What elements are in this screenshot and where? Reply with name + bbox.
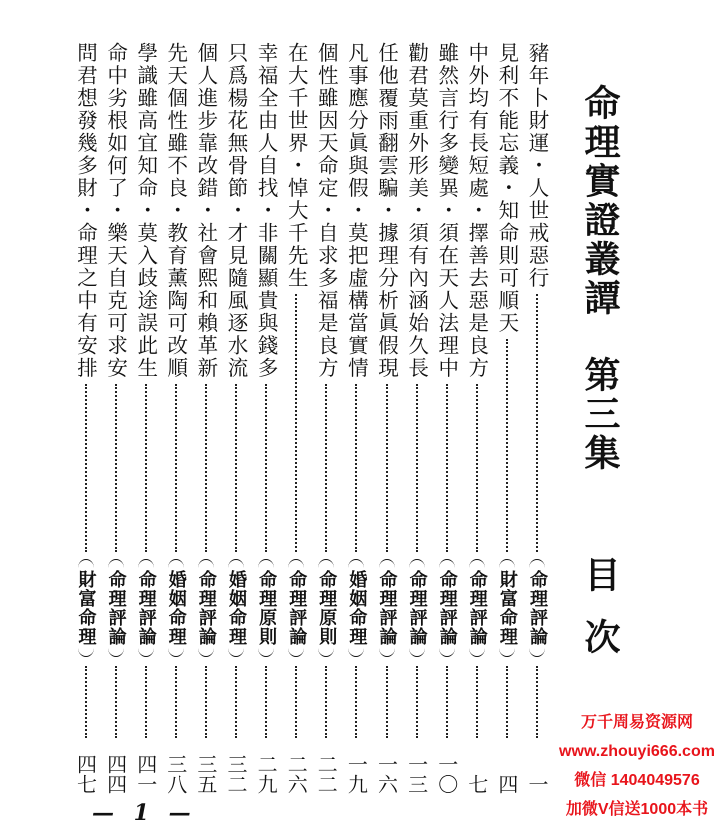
book-title: 命理實證叢譚 xyxy=(579,84,621,318)
close-paren xyxy=(228,648,244,657)
dot-leader xyxy=(115,666,117,738)
contents-label: 目次 xyxy=(579,556,621,680)
entry-category: 命理評論 xyxy=(105,570,127,646)
toc-entry[interactable] xyxy=(343,42,369,794)
open-paren xyxy=(138,559,154,568)
entry-page-number: 七 xyxy=(464,774,489,794)
toc-entry[interactable] xyxy=(404,42,430,794)
entry-page xyxy=(73,744,99,794)
watermark-line: 微信 1404049576 xyxy=(574,772,700,789)
watermark-line: 万千周易资源网 xyxy=(580,714,693,731)
entry-page-number: 一〇 xyxy=(434,754,459,794)
dot-leader xyxy=(85,666,87,738)
entry-page-number: 四 xyxy=(494,774,519,794)
toc-entry[interactable] xyxy=(193,42,219,794)
entry-page-number: 二二 xyxy=(314,754,339,794)
entry-category: 婚姻命理 xyxy=(165,570,187,646)
dot-leader xyxy=(355,384,357,553)
entry-title: 見利不能忘義・知命則可順天 xyxy=(494,42,519,335)
entry-page-number: 一 xyxy=(525,774,549,794)
entry-page-number: 三八 xyxy=(163,754,188,794)
entry-title: 個人進步靠改錯・社會熙和賴革新 xyxy=(193,42,218,380)
entry-category: 婚姻命理 xyxy=(226,570,247,646)
dot-leader xyxy=(85,384,87,553)
dot-leader xyxy=(115,384,117,553)
entry-page xyxy=(404,744,430,794)
entry-title: 問君想發幾多財・命理之中有安排 xyxy=(73,42,98,380)
close-paren xyxy=(379,648,395,657)
entry-title: 只爲楊花無骨節・才見隨風逐水流 xyxy=(224,42,248,380)
close-paren xyxy=(168,648,184,657)
entry-title: 任他覆雨翻雲騙・據理分析眞假現 xyxy=(374,42,399,380)
close-paren xyxy=(529,648,545,657)
toc-entry[interactable] xyxy=(223,42,249,794)
dot-leader xyxy=(416,384,418,553)
close-paren xyxy=(78,648,94,657)
dot-leader xyxy=(145,384,147,553)
entry-page xyxy=(464,744,490,794)
toc-entry[interactable] xyxy=(524,42,550,794)
entry-page-number: 二六 xyxy=(284,754,309,794)
toc-entry[interactable] xyxy=(434,42,460,794)
entry-page xyxy=(283,744,309,794)
dot-leader xyxy=(265,666,267,738)
dot-leader xyxy=(536,294,538,553)
entry-page xyxy=(133,744,159,794)
entry-page xyxy=(193,744,219,794)
open-paren xyxy=(499,559,515,568)
entry-category: 命理評論 xyxy=(466,570,488,646)
dot-leader xyxy=(235,384,237,553)
entry-page xyxy=(494,744,520,794)
open-paren xyxy=(78,559,94,568)
close-paren xyxy=(108,648,124,657)
dot-leader xyxy=(205,384,207,553)
close-paren xyxy=(198,648,214,657)
entry-page-number: 四一 xyxy=(133,754,158,794)
open-paren xyxy=(469,559,485,568)
volume-label: 第三集 xyxy=(579,356,621,473)
dot-leader xyxy=(145,666,147,738)
dot-leader xyxy=(355,666,357,738)
open-paren xyxy=(379,559,395,568)
toc-entry[interactable] xyxy=(103,42,129,794)
open-paren xyxy=(198,559,214,568)
entry-category: 財富命理 xyxy=(496,570,518,646)
open-paren xyxy=(318,559,334,568)
dot-leader xyxy=(235,666,237,738)
entry-category: 命理原則 xyxy=(316,570,338,646)
entry-title: 先天個性雖不良・教育薰陶可改順 xyxy=(163,42,188,380)
entry-page-number: 四四 xyxy=(103,754,128,794)
entry-page-number: 一九 xyxy=(344,754,369,794)
dot-leader xyxy=(476,666,478,738)
entry-category: 命理評論 xyxy=(406,570,428,646)
open-paren xyxy=(348,559,364,568)
entry-title: 在大千世界・悼大千先生 xyxy=(284,42,309,290)
entry-category: 命理評論 xyxy=(135,570,157,646)
entry-page xyxy=(374,744,400,794)
dot-leader xyxy=(386,666,388,738)
dot-leader xyxy=(265,384,267,553)
open-paren xyxy=(409,559,425,568)
entry-category: 命理評論 xyxy=(286,570,308,646)
dot-leader xyxy=(446,666,448,738)
entry-page-number: 三二 xyxy=(224,754,248,794)
entry-page xyxy=(223,744,249,794)
entry-page xyxy=(524,744,550,794)
toc-entry[interactable] xyxy=(374,42,400,794)
toc-entry[interactable] xyxy=(313,42,339,794)
open-paren xyxy=(439,559,455,568)
entry-title: 豬年卜財運・人世戒惡行 xyxy=(525,42,549,290)
entry-title: 命中劣根如何了・樂天自克可求安 xyxy=(103,42,128,380)
entry-page-number: 二九 xyxy=(254,754,279,794)
open-paren xyxy=(228,559,244,568)
dot-leader xyxy=(325,384,327,553)
dot-leader xyxy=(446,384,448,553)
entry-category: 命理評論 xyxy=(436,570,458,646)
dot-leader xyxy=(295,294,297,553)
open-paren xyxy=(529,559,545,568)
entry-title: 中外均有長短處・擇善去惡是良方 xyxy=(464,42,489,380)
entry-page-number: 一三 xyxy=(404,754,429,794)
entry-category: 命理原則 xyxy=(256,570,278,646)
entry-title: 學識雖高宜知命・莫入歧途誤此生 xyxy=(133,42,158,380)
open-paren xyxy=(168,559,184,568)
dot-leader xyxy=(325,666,327,738)
watermark-line: www.zhouyi666.com xyxy=(559,743,715,760)
toc-entry[interactable] xyxy=(133,42,159,794)
close-paren xyxy=(258,648,274,657)
open-paren xyxy=(258,559,274,568)
dot-leader xyxy=(386,384,388,553)
entry-title: 凡事應分眞與假・莫把虛構當實情 xyxy=(344,42,369,380)
toc-entry[interactable] xyxy=(464,42,490,794)
close-paren xyxy=(499,648,515,657)
entry-category: 婚姻命理 xyxy=(346,570,368,646)
dot-leader xyxy=(175,384,177,553)
dot-leader xyxy=(506,666,508,738)
entry-category: 命理評論 xyxy=(527,570,548,646)
entry-page xyxy=(103,744,129,794)
close-paren xyxy=(469,648,485,657)
toc-entry[interactable] xyxy=(253,42,279,794)
entry-page-number: 三五 xyxy=(193,754,218,794)
dot-leader xyxy=(476,384,478,553)
entry-title: 雖然言行多變異・須在天人法理中 xyxy=(434,42,459,380)
close-paren xyxy=(138,648,154,657)
entry-page xyxy=(253,744,279,794)
entry-title: 個性雖因天命定・自求多福是良方 xyxy=(314,42,339,380)
toc-entry[interactable] xyxy=(494,42,520,794)
dot-leader xyxy=(175,666,177,738)
entry-category: 財富命理 xyxy=(75,570,97,646)
close-paren xyxy=(348,648,364,657)
page-number: — 1 — xyxy=(92,800,197,826)
close-paren xyxy=(439,648,455,657)
entry-page-number: 四七 xyxy=(73,754,98,794)
toc-entry[interactable] xyxy=(73,42,99,794)
dot-leader xyxy=(416,666,418,738)
dot-leader xyxy=(506,339,508,553)
entry-title: 幸福全由人自找・非關顯貴與錢多 xyxy=(254,42,279,380)
close-paren xyxy=(288,648,304,657)
dot-leader xyxy=(205,666,207,738)
dot-leader xyxy=(295,666,297,738)
entry-category: 命理評論 xyxy=(195,570,217,646)
dot-leader xyxy=(536,666,538,738)
watermark xyxy=(557,708,717,824)
close-paren xyxy=(318,648,334,657)
entry-page xyxy=(313,744,339,794)
entry-title: 勸君莫重外形美・須有內涵始久長 xyxy=(404,42,429,380)
entry-page-number: 一六 xyxy=(374,754,399,794)
open-paren xyxy=(288,559,304,568)
toc-entry[interactable] xyxy=(283,42,309,794)
entry-page xyxy=(343,744,369,794)
entry-category: 命理評論 xyxy=(376,570,398,646)
entry-page xyxy=(163,744,189,794)
entry-page xyxy=(434,744,460,794)
watermark-line: 加微V信送1000本书 xyxy=(565,801,709,818)
toc-entry[interactable] xyxy=(163,42,189,794)
close-paren xyxy=(409,648,425,657)
open-paren xyxy=(108,559,124,568)
